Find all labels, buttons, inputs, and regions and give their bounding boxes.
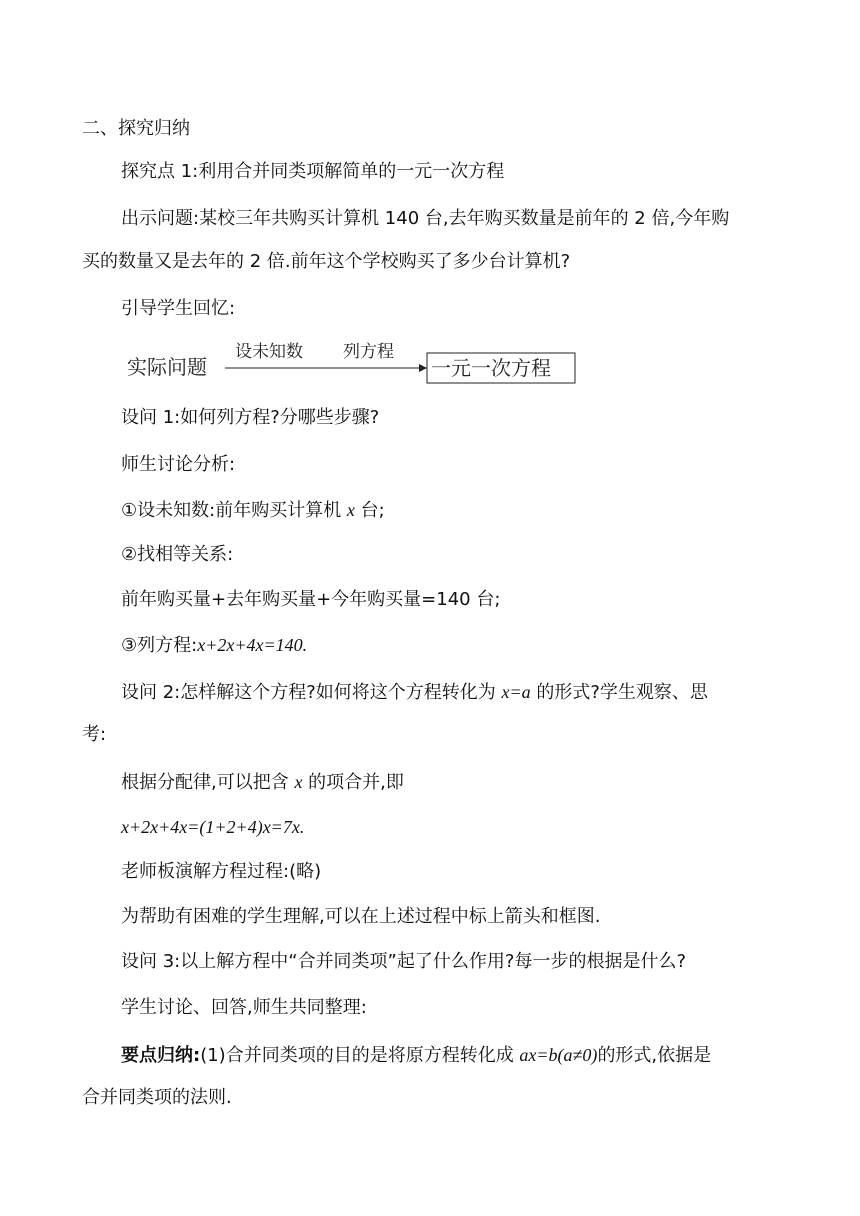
flow-end: 一元一次方程 xyxy=(431,356,551,380)
flow-diagram xyxy=(121,338,591,388)
teacher-demo: 老师板演解方程过程:(略) xyxy=(121,861,322,882)
question-1: 设问 1:如何列方程?分哪些步骤? xyxy=(121,407,380,428)
problem-line-1: 出示问题:某校三年共购买计算机 140 台,去年购买数量是前年的 2 倍,今年购 xyxy=(121,208,730,229)
problem-line-2: 买的数量又是去年的 2 倍.前年这个学校购买了多少台计算机? xyxy=(82,251,571,272)
key-summary: 要点归纳:(1)合并同类项的目的是将原方程转化成 ax=b(a≠0)的形式,依据是 xyxy=(121,1045,712,1066)
question-3: 设问 3:以上解方程中“合并同类项”起了什么作用?每一步的根据是什么? xyxy=(121,951,686,972)
flow-start: 实际问题 xyxy=(127,355,207,379)
flow-step-1: 设未知数 xyxy=(235,342,303,362)
distributive-text: 根据分配律,可以把含 x 的项合并,即 xyxy=(121,772,404,793)
key-summary-cont: 合并同类项的法则. xyxy=(82,1087,232,1108)
help-text: 为帮助有困难的学生理解,可以在上述过程中标上箭头和框图. xyxy=(121,906,601,927)
question-2: 设问 2:怎样解这个方程?如何将这个方程转化为 x=a 的形式?学生观察、思 xyxy=(121,682,708,703)
question-2-cont: 考: xyxy=(82,724,107,745)
combine-equation: x+2x+4x=(1+2+4)x=7x. xyxy=(121,817,305,837)
flow-step-2: 列方程 xyxy=(343,342,394,362)
step-3: ③列方程:x+2x+4x=140. xyxy=(121,635,308,656)
step-2: ②找相等关系: xyxy=(121,544,234,565)
explore-point-title: 探究点 1:利用合并同类项解简单的一元一次方程 xyxy=(121,161,505,182)
guide-text: 引导学生回忆: xyxy=(121,298,236,319)
flow-arrow-head xyxy=(419,364,427,372)
step-1: ①设未知数:前年购买计算机 x 台; xyxy=(121,500,385,521)
discussion-intro: 师生讨论分析: xyxy=(121,454,236,475)
relation-text: 前年购买量+去年购买量+今年购买量=140 台; xyxy=(121,589,501,610)
section-heading: 二、探究归纳 xyxy=(82,118,190,139)
discussion-2: 学生讨论、回答,师生共同整理: xyxy=(121,997,367,1018)
